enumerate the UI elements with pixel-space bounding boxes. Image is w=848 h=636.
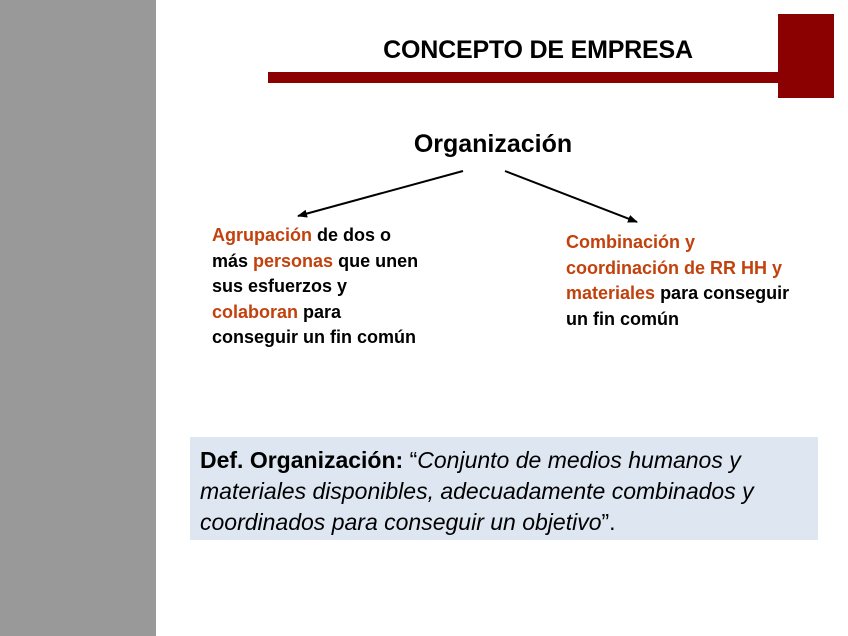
- definition-body: Conjunto de medios humanos y materiales disponibles, adecuadamente combinados y coordinados para conseguir un objetivo: [200, 447, 754, 535]
- left-branch-text: [212, 223, 432, 351]
- left-part-3: personas: [253, 250, 334, 271]
- slide-title: CONCEPTO DE EMPRESA: [383, 36, 693, 64]
- arrow-left: [298, 171, 463, 216]
- definition-close-quote: ”.: [601, 509, 616, 535]
- right-part-2: para conseguir un fin común: [566, 283, 790, 329]
- definition-box: [190, 437, 818, 540]
- left-part-4: que unen sus esfuerzos y: [212, 250, 419, 296]
- left-part-1: Agrupación: [212, 225, 313, 245]
- left-part-2: de dos o más: [212, 225, 392, 271]
- right-branch-text: [566, 230, 796, 332]
- left-part-5: colaboran: [212, 301, 299, 322]
- right-part-1: Combinación y coordinación de RR HH y materiales: [566, 232, 783, 303]
- arrow-right: [505, 171, 637, 222]
- definition-open-quote: “: [403, 447, 418, 473]
- concept-heading: Organización: [413, 130, 573, 158]
- left-part-6: para conseguir un fin común: [212, 301, 417, 347]
- definition-label: Def. Organización:: [200, 447, 404, 473]
